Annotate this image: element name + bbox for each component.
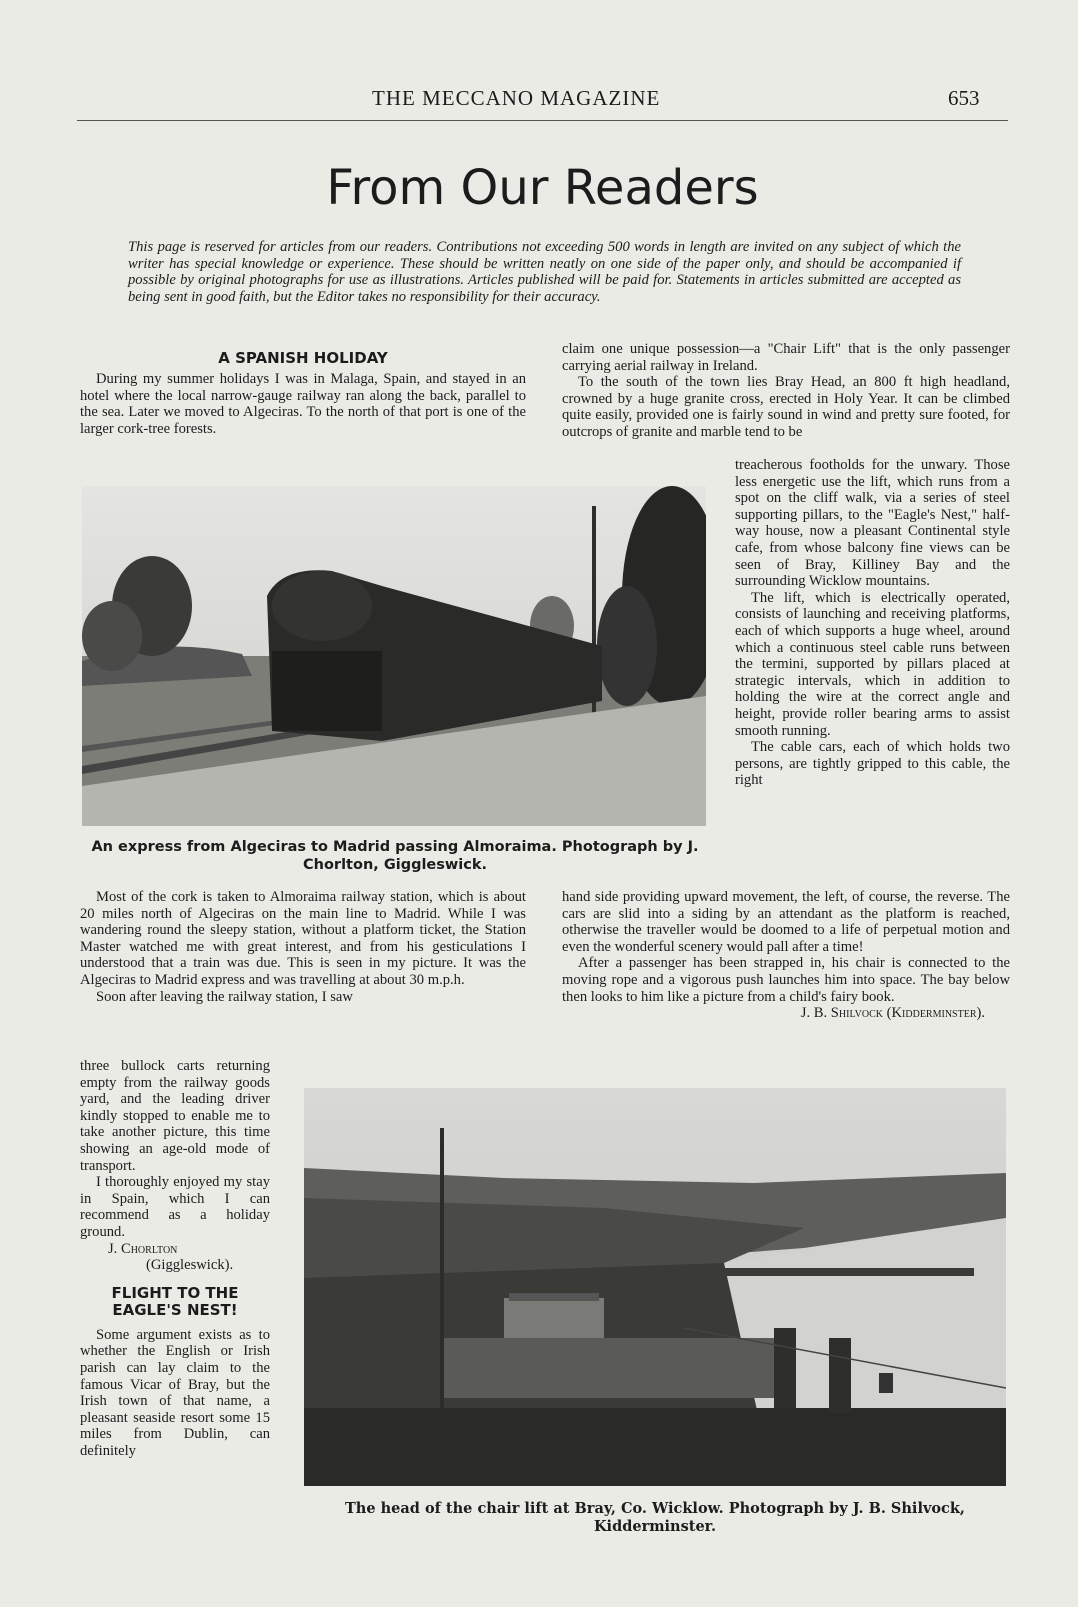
eagles-nest-paragraph-2a: To the south of the town lies Bray Head, an 800 ft high headland, crowned by a huge granite cross, erected in Holy Year. It can be climbed quite easily, provided one is fairly sound in wind and pretty sure footed, for outcrops of granite and marble tend to be <box>562 374 1010 440</box>
eagles-nest-paragraph-3: The lift, which is electrically operated, consists of launching and receiving platforms, each of which supports a huge wheel, around which a continuous steel cable runs between the termini, supported by pillars placed at strategic intervals, which in addition to holding the wire at the correct angle and height, provide roller bearing arms to assist smooth running. <box>735 589 1010 739</box>
spanish-holiday-intro <box>80 350 526 437</box>
chair-lift-photo <box>304 1088 1006 1486</box>
page-number: 653 <box>948 86 980 110</box>
train-photo-caption: An express from Algeciras to Madrid passing Almoraima. Photograph by J. Chorlton, Giggleswick. <box>91 839 699 873</box>
eagles-nest-paragraph-1: Some argument exists as to whether the English or Irish parish can lay claim to the famous Vicar of Bray, but the Irish town of that name, a pleasant seaside resort some 15 miles from Dublin, can definitely <box>80 1326 270 1459</box>
running-title: THE MECCANO MAGAZINE <box>372 86 661 110</box>
chair-lift-photo-image <box>304 1088 1006 1486</box>
spanish-holiday-signature <box>80 1241 270 1274</box>
author-location: (Giggleswick). <box>146 1257 234 1274</box>
page-title: From Our Readers <box>326 160 759 216</box>
spanish-holiday-paragraph-2: Most of the cork is taken to Almoraima railway station, which is about 20 miles north of Algeciras on the main line to Madrid. While I was wandering round the sleepy station, without a platform ticket, the Station Master watched me with great interest, and from his gesticulations I understood that a train was due. This is seen in my picture. It was the Algeciras to Madrid express and was travelling at about 30 m.p.h. <box>80 889 526 988</box>
eagles-nest-right-top <box>562 341 1010 441</box>
train-photo <box>82 486 706 826</box>
eagles-nest-paragraph-2b: treacherous footholds for the unwary. Those less energetic use the lift, which runs from a spot on the cliff walk, via a series of steel supporting pillars, to the "Eagle's Nest," half-way house, now a pleasant Continental style cafe, from whose balcony fine views can be seen of Bray, Killiney Bay and the surrounding Wicklow mountains. <box>735 457 1010 590</box>
spanish-holiday-paragraph-1: During my summer holidays I was in Malaga, Spain, and stayed in an hotel where the local narrow-gauge railway ran along the back, parallel to the sea. Later we moved to Algeciras. To the north of that port is one of the larger cork-tree forests. <box>80 371 526 437</box>
intro-paragraph: This page is reserved for articles from our readers. Contributions not exceeding 500 words in length are invited on any subject of which the writer has special knowledge or experience. These should be written neatly on one side of the paper only, and should be accompanied if possible by original photographs for use as illustrations. Articles published will be paid for. Statements in articles submitted are accepted as being sent in good faith, but the Editor takes no responsibility for their accuracy. <box>128 239 961 305</box>
train-photo-image <box>82 486 706 826</box>
spanish-holiday-paragraph-3b: three bullock carts returning empty from the railway goods yard, and the leading driver kindly stopped to enable me to take another picture, this time showing an age-old mode of transport. <box>80 1058 270 1174</box>
author-name: J. Chorlton <box>108 1240 178 1257</box>
narrow-left-column <box>80 1058 270 1459</box>
spanish-holiday-body <box>80 889 526 1005</box>
eagles-nest-paragraph-1b: claim one unique possession—a "Chair Lift" that is the only passenger carrying aerial railway in Ireland. <box>562 341 1010 374</box>
right-narrow-column <box>735 457 1010 789</box>
eagles-nest-paragraph-4a: The cable cars, each of which holds two persons, are tightly gripped to this cable, the right <box>735 739 1010 789</box>
eagles-nest-signature: J. B. Shilvock (Kidderminster). <box>800 1005 985 1022</box>
spanish-holiday-paragraph-4: I thoroughly enjoyed my stay in Spain, which I can recommend as a holiday ground. <box>80 1174 270 1240</box>
header-rule <box>77 120 1008 121</box>
eagles-nest-paragraph-5: After a passenger has been strapped in, his chair is connected to the moving rope and a vigorous push launches him into space. The bay below then looks to him like a picture from a child's fairy book. <box>562 955 1010 1005</box>
chair-lift-photo-caption: The head of the chair lift at Bray, Co. Wicklow. Photograph by J. B. Shilvock, Kidderminster. <box>345 1500 965 1535</box>
eagles-nest-right-lower <box>562 889 1010 1022</box>
eagles-nest-heading: FLIGHT TO THE EAGLE'S NEST! <box>111 1283 239 1319</box>
eagles-nest-paragraph-4b: hand side providing upward movement, the left, of course, the reverse. The cars are slid into a siding by an attendant as the platform is reached, otherwise the traveller would be doomed to a life of perpetual motion and even the wonderful scenery would pall after a time! <box>562 889 1010 955</box>
spanish-holiday-paragraph-3a: Soon after leaving the railway station, I saw <box>96 988 353 1005</box>
spanish-holiday-heading: A SPANISH HOLIDAY <box>218 349 388 367</box>
